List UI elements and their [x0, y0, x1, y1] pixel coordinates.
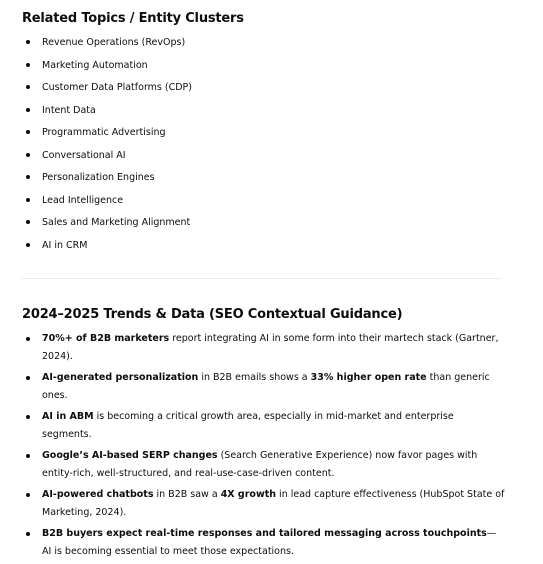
- topic-label: Personalization Engines: [42, 172, 155, 183]
- bullet-icon: [26, 85, 30, 89]
- related-topics-list: [0, 34, 543, 259]
- trend-emphasis-text: AI-powered chatbots: [42, 489, 154, 500]
- topic-label: Conversational AI: [42, 149, 126, 161]
- bullet-icon: [26, 108, 30, 112]
- trend-text: —AI is becoming essential to meet those expectations.: [42, 528, 497, 557]
- trend-emphasis-text: 4X growth: [220, 489, 277, 500]
- bullet-icon: [26, 40, 30, 44]
- trend-list-item: [0, 369, 543, 404]
- trend-emphasis-text: AI in ABM: [42, 411, 94, 422]
- topic-list-item: [0, 214, 543, 237]
- bullet-icon: [26, 415, 30, 419]
- topic-list-item: [0, 147, 543, 170]
- related-topics-heading: Related Topics / Entity Clusters: [22, 11, 244, 26]
- trend-emphasis-text: 33% higher open rate: [310, 372, 427, 383]
- trend-text: is becoming a critical growth area, especially in mid-market and enterprise segments.: [42, 411, 454, 440]
- trend-emphasis-text: 70%+ of B2B marketers: [42, 333, 170, 344]
- bullet-icon: [26, 337, 30, 341]
- topic-label: Intent Data: [42, 104, 96, 116]
- bullet-icon: [26, 220, 30, 224]
- trend-list-item: [0, 408, 543, 443]
- trend-text: report integrating AI in some form into their martech stack (Gartner, 2024).: [42, 333, 499, 362]
- trend-text: in B2B saw a: [153, 489, 221, 500]
- trend-list-item: [0, 525, 543, 560]
- trend-text: than generic ones.: [42, 372, 490, 401]
- section-divider: [22, 278, 502, 279]
- topic-list-item: [0, 102, 543, 125]
- bullet-icon: [26, 130, 30, 134]
- bullet-icon: [26, 175, 30, 179]
- topic-label: Revenue Operations (RevOps): [42, 37, 186, 48]
- bullet-icon: [26, 243, 30, 247]
- bullet-icon: [26, 493, 30, 497]
- trend-text: in B2B emails shows a: [198, 372, 311, 383]
- bullet-icon: [26, 454, 30, 458]
- bullet-icon: [26, 153, 30, 157]
- topic-label: Programmatic Advertising: [42, 127, 166, 138]
- topic-list-item: [0, 192, 543, 215]
- trend-emphasis-text: B2B buyers expect real-time responses and tailored messaging across touchpoints: [42, 528, 487, 539]
- trend-text: (Search Generative Experience) now favor pages with entity-rich, well-structured, and real-use-case-driven content.: [42, 450, 478, 479]
- topic-list-item: [0, 237, 543, 260]
- topic-label: Sales and Marketing Alignment: [42, 217, 191, 228]
- bullet-icon: [26, 63, 30, 67]
- topic-list-item: [0, 34, 543, 57]
- topic-label: AI in CRM: [42, 239, 88, 251]
- trends-list: [0, 330, 543, 564]
- trend-text: in lead capture effectiveness (HubSpot State of Marketing, 2024).: [42, 489, 505, 518]
- topic-label: Marketing Automation: [42, 59, 148, 71]
- trend-list-item: [0, 330, 543, 365]
- topic-list-item: [0, 169, 543, 192]
- trend-emphasis-text: Google’s AI-based SERP changes: [42, 450, 218, 461]
- trend-list-item: [0, 486, 543, 521]
- bullet-icon: [26, 376, 30, 380]
- trend-list-item: [0, 447, 543, 482]
- topic-list-item: [0, 79, 543, 102]
- bullet-icon: [26, 198, 30, 202]
- trends-heading: 2024–2025 Trends & Data (SEO Contextual Guidance): [22, 307, 403, 322]
- trend-emphasis-text: AI-generated personalization: [42, 372, 199, 383]
- topic-label: Lead Intelligence: [42, 194, 124, 206]
- topic-label: Customer Data Platforms (CDP): [42, 82, 192, 93]
- topic-list-item: [0, 124, 543, 147]
- topic-list-item: [0, 57, 543, 80]
